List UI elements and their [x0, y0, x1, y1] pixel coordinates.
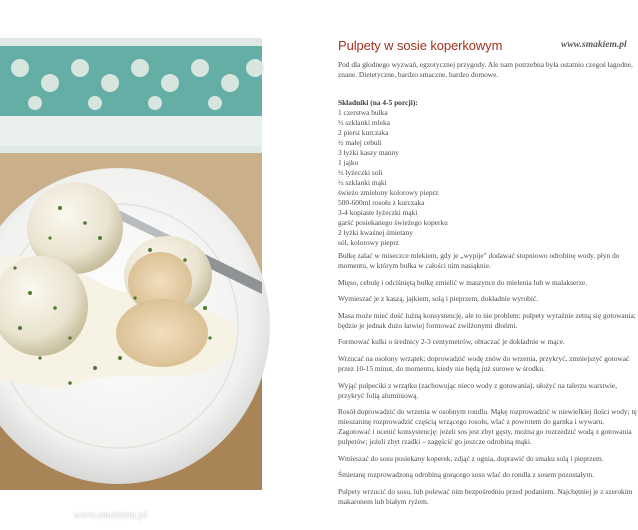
ingredients-list: [338, 108, 638, 248]
recipe-title: Pulpety w sosie koperkowym: [338, 38, 503, 53]
ingredient-item: 3 łyżki kaszy manny: [338, 148, 399, 157]
dumpling-half: [116, 299, 208, 367]
ingredients-heading: Składniki (na 4-5 porcji):: [338, 98, 418, 107]
ingredient-item: 3-4 kopiaste łyżeczki mąki: [338, 208, 418, 217]
ingredient-item: ½ szklanki mąki: [338, 178, 387, 187]
recipe-steps: [338, 251, 638, 514]
ingredient-item: 1 jajko: [338, 158, 359, 167]
dumplings-plate-illustration: [0, 38, 262, 490]
recipe-step: Wymieszać je z kaszą, jajkiem, solą i pieprzem, dokładnie wyrobić.: [338, 294, 539, 304]
recipe-step: Wyjąć pulpeciki z wrzątku (zachowując nieco wody z gotowania), ułożyć na talerzu warstwie, przykryć folią aluminiową.: [338, 380, 618, 400]
ingredient-item: 500-600ml rosołu z kurczaka: [338, 198, 425, 207]
recipe-step: Masa może mieć dość luźną konsystencję, ale to nie problem: pulpety wyraźnie zetną się gotowania; będzie je jednak dużo łatwiej formować zwilżonymi dłońmi.: [338, 310, 636, 330]
ingredient-item: ½ łyżeczki soli: [338, 168, 383, 177]
recipe-photo: [0, 38, 262, 521]
recipe-step: Rosół doprowadzić do wrzenia w osobnym rondlu. Mąkę rozprowadzić w niewielkiej ilości wody; tę mieszaninę rozprowadzić częścią wrzącego rosołu, wlać z powrotem do garnka i wywaru. Zagotować i ocenić konsystencję: jeżeli sos jest zbyt gęsty, można go rozrzedzić wodą z gotowania pulpetów; jeżeli zbyt rzadki – zagęścić go jeszcze odrobiną mąki.: [338, 407, 637, 447]
recipe-step: Mięso, cebulę i odciśniętą bułkę zmielić w maszynce do mielenia lub w malakserze.: [338, 277, 588, 287]
ingredient-item: świeżo zmielony kolorowy pieprz: [338, 188, 439, 197]
recipe-page: [300, 38, 637, 506]
site-watermark: www.smakiem.pl: [561, 40, 627, 50]
ingredient-item: ½ szklanki mleka: [338, 118, 390, 127]
recipe-step: Śmietanę rozprowadzoną odrobiną gorącego sosu wlać do rondla z sosem pozostałym.: [338, 470, 594, 480]
ingredient-item: 2 piersi kurczaka: [338, 128, 389, 137]
recipe-step: Formować kulki o średnicy 2-3 centymetrów, obtaczać je dokładnie w mące.: [338, 337, 565, 347]
recipe-step: Wrzucać na osolony wrzątek; doprowadzić wodę znów do wrzenia, przykryć, zmniejszyć gotować przez 10-15 minut, do momentu, kiedy nie będą już surowe w środku.: [338, 353, 630, 373]
recipe-step: Wmieszać do sosu posiekany koperek, zdjąć z ognia, doprawić do smaku solą i pieprzem.: [338, 453, 604, 463]
ingredient-item: 1 czerstwa bułka: [338, 108, 388, 117]
recipe-intro: Pod dla głodnego wyzwań, egzotycznej przygody. Ale nam potrzebna była ostatnio czegoś łagodne, znane. Dietetyczne, bardzo smaczne, bardzo domowe.: [338, 60, 633, 79]
ingredient-item: 2 łyżki kwaśnej śmietany: [338, 228, 413, 237]
photo-watermark: www.smakiem.pl: [74, 510, 148, 521]
ingredient-item: garść posiekanego świeżego koperku: [338, 218, 448, 227]
ingredient-item: ½ małej cebuli: [338, 138, 382, 147]
recipe-step: Pulpety wrzucić do sosu, lub polewać nim bezpośrednio przed podaniem. Najchętniej je z szerokim makaronem lub białym ryżem.: [338, 486, 633, 506]
ingredient-item: sól, kolorowy pieprz: [338, 238, 399, 247]
recipe-step: Bułkę zalać w miseczce mlekiem, gdy je „wypije" dodawać stopniowo odrobinę wody. płyn do momentu, w którym bułka w całości nim nasiąknie.: [338, 251, 620, 270]
